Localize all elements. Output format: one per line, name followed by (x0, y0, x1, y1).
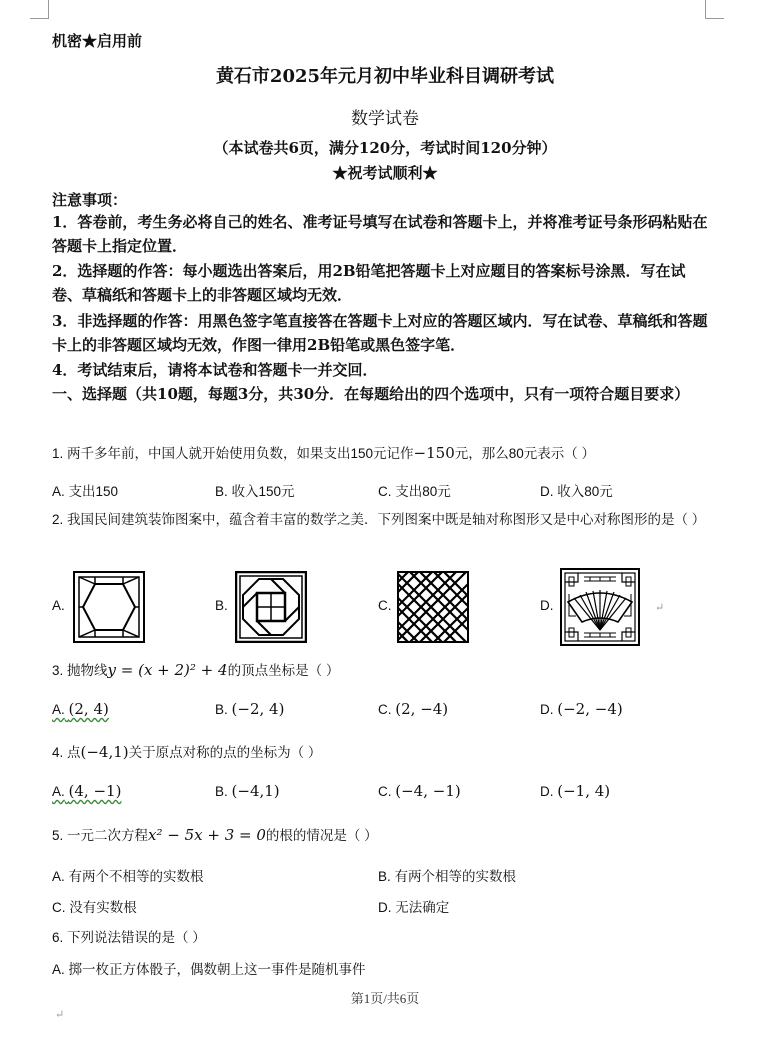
q3-option-b[interactable]: B. (−2, 4) (215, 700, 285, 718)
exam-info: （本试卷共6页，满分120分，考试时间120分钟） (213, 139, 557, 157)
pattern-b-figure[interactable] (235, 571, 307, 643)
q5-option-c[interactable]: C. 没有实数根 (52, 900, 137, 915)
q1-option-d[interactable]: D. 收入80元 (540, 484, 613, 499)
confidential-label: 机密★启用前 (52, 32, 143, 50)
q3-option-d[interactable]: D. (−2, −4) (540, 700, 623, 718)
exam-subtitle: 数学试卷 (351, 109, 419, 129)
exam-title: 黄石市2025年元月初中毕业科目调研考试 (215, 66, 555, 87)
q4-option-a[interactable]: A. (4, −1) (52, 782, 122, 800)
question-4-stem: 4. 点(−4,1)关于原点对称的点的坐标为（ ） (52, 743, 322, 761)
note-item-3: 3．非选择题的作答：用黑色签字笔直接答在答题卡上对应的答题区域内．写在试卷、草稿纸和答题卡上的非答题区域均无效，作图一律用2B铅笔或黑色签字笔． (52, 312, 708, 354)
q1-math: −150 (413, 444, 455, 462)
question-1-stem: 1. 两千多年前，中国人就开始使用负数，如果支出150元记作−150元，那么80元表示（ ） (52, 444, 596, 462)
q4-option-b[interactable]: B. (−4,1) (215, 782, 280, 800)
pattern-d-figure[interactable] (560, 568, 640, 646)
q6-option-a[interactable]: A. 掷一枚正方体骰子，偶数朝上这一事件是随机事件 (52, 962, 366, 977)
question-5-stem: 5. 一元二次方程x² − 5x + 3 = 0的根的情况是（ ） (52, 826, 378, 844)
q5-option-a[interactable]: A. 有两个不相等的实数根 (52, 869, 204, 884)
q4-option-c[interactable]: C. (−4, −1) (378, 782, 461, 800)
q4-math: (−4,1) (80, 743, 129, 761)
q2-label-a[interactable]: A. (52, 598, 65, 613)
section-1-heading: 一、选择题（共10题，每题3分，共30分．在每题给出的四个选项中，只有一项符合题目要求） (52, 385, 690, 403)
q5-option-b[interactable]: B. 有两个相等的实数根 (378, 869, 517, 884)
note-item-4: 4．考试结束后，请将本试卷和答题卡一并交回． (52, 361, 378, 379)
paragraph-mark: ↵ (55, 1008, 65, 1021)
q3-math: y = (x + 2)² + 4 (107, 661, 228, 679)
note-item-2: 2．选择题的作答：每小题选出答案后，用2B铅笔把答题卡上对应题目的答案标号涂黑．写在试卷、草稿纸和答题卡上的非答题区域均无效． (52, 262, 686, 304)
notes-heading: 注意事项： (52, 191, 128, 209)
q1-option-a[interactable]: A. 支出150 (52, 484, 119, 499)
question-2-stem: 2. 我国民间建筑装饰图案中，蕴含着丰富的数学之美．下列图案中既是轴对称图形又是中心对称图形的是（ ） (52, 512, 706, 527)
q1-option-c[interactable]: C. 支出80元 (378, 484, 451, 499)
exam-wish: ★祝考试顺利★ (332, 164, 438, 182)
crop-mark-top-right (705, 0, 724, 19)
pattern-a-figure[interactable] (73, 571, 145, 643)
page-footer: 第1页/共6页 (350, 991, 420, 1006)
paragraph-mark: ↵ (655, 601, 665, 614)
pattern-c-figure[interactable] (397, 571, 469, 643)
question-6-stem: 6. 下列说法错误的是（ ） (52, 930, 206, 945)
q3-option-a[interactable]: A. (2, 4) (52, 700, 109, 718)
q2-label-b[interactable]: B. (215, 598, 228, 613)
q4-option-d[interactable]: D. (−1, 4) (540, 782, 611, 800)
q2-label-c[interactable]: C. (378, 598, 392, 613)
q5-math: x² − 5x + 3 = 0 (148, 826, 266, 844)
q2-label-d[interactable]: D. (540, 598, 554, 613)
q5-option-d[interactable]: D. 无法确定 (378, 900, 450, 915)
question-3-stem: 3. 抛物线y = (x + 2)² + 4的顶点坐标是（ ） (52, 661, 340, 679)
note-item-1: 1．答卷前，考生务必将自己的姓名、准考证号填写在试卷和答题卡上，并将准考证号条形码粘贴在答题卡上指定位置． (52, 213, 708, 255)
q1-option-b[interactable]: B. 收入150元 (215, 484, 295, 499)
crop-mark-top-left (30, 0, 49, 19)
q3-option-c[interactable]: C. (2, −4) (378, 700, 449, 718)
